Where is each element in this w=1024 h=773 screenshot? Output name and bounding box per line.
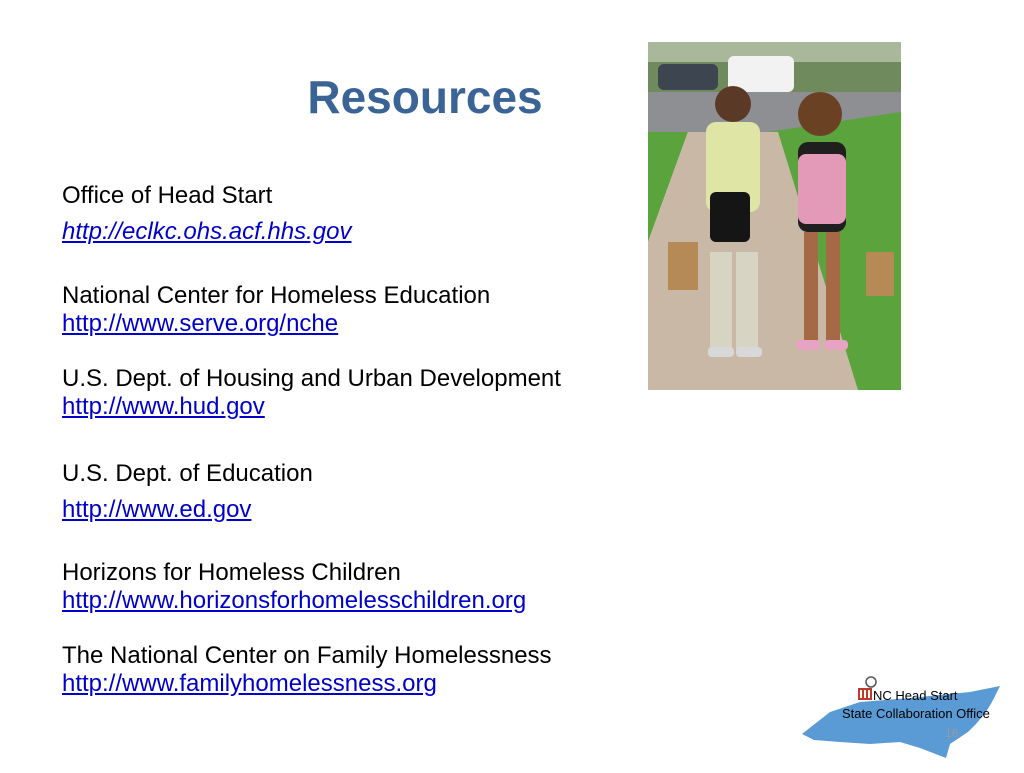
resource-link[interactable]: http://www.hud.gov — [62, 393, 265, 420]
resource-nche — [62, 282, 490, 338]
resource-name: The National Center on Family Homelessness — [62, 642, 552, 669]
children-walking-photo — [648, 42, 901, 390]
nc-head-start-logo — [800, 672, 1024, 768]
resource-dept-of-education — [62, 460, 313, 524]
resource-family-homelessness — [62, 642, 552, 698]
slide-title: Resources — [307, 71, 543, 123]
logo-line-1: NC Head Start — [873, 688, 958, 703]
resource-link[interactable]: http://eclkc.ohs.acf.hhs.gov — [62, 218, 352, 245]
resource-hud — [62, 365, 561, 421]
resource-name: Office of Head Start — [62, 182, 273, 209]
resource-link[interactable]: http://www.serve.org/nche — [62, 310, 339, 337]
resource-name: Horizons for Homeless Children — [62, 559, 401, 586]
page-number: 16 — [945, 726, 959, 740]
resource-name: U.S. Dept. of Housing and Urban Development — [62, 365, 561, 392]
resource-office-of-head-start — [62, 182, 352, 246]
resource-name: U.S. Dept. of Education — [62, 460, 313, 487]
resource-link[interactable]: http://www.familyhomelessness.org — [62, 670, 437, 697]
resource-name: National Center for Homeless Education — [62, 282, 491, 309]
logo-line-2: State Collaboration Office — [842, 706, 990, 721]
resource-horizons — [62, 559, 526, 615]
resource-link[interactable]: http://www.ed.gov — [62, 496, 252, 523]
resource-link[interactable]: http://www.horizonsforhomelesschildren.org — [62, 587, 527, 614]
